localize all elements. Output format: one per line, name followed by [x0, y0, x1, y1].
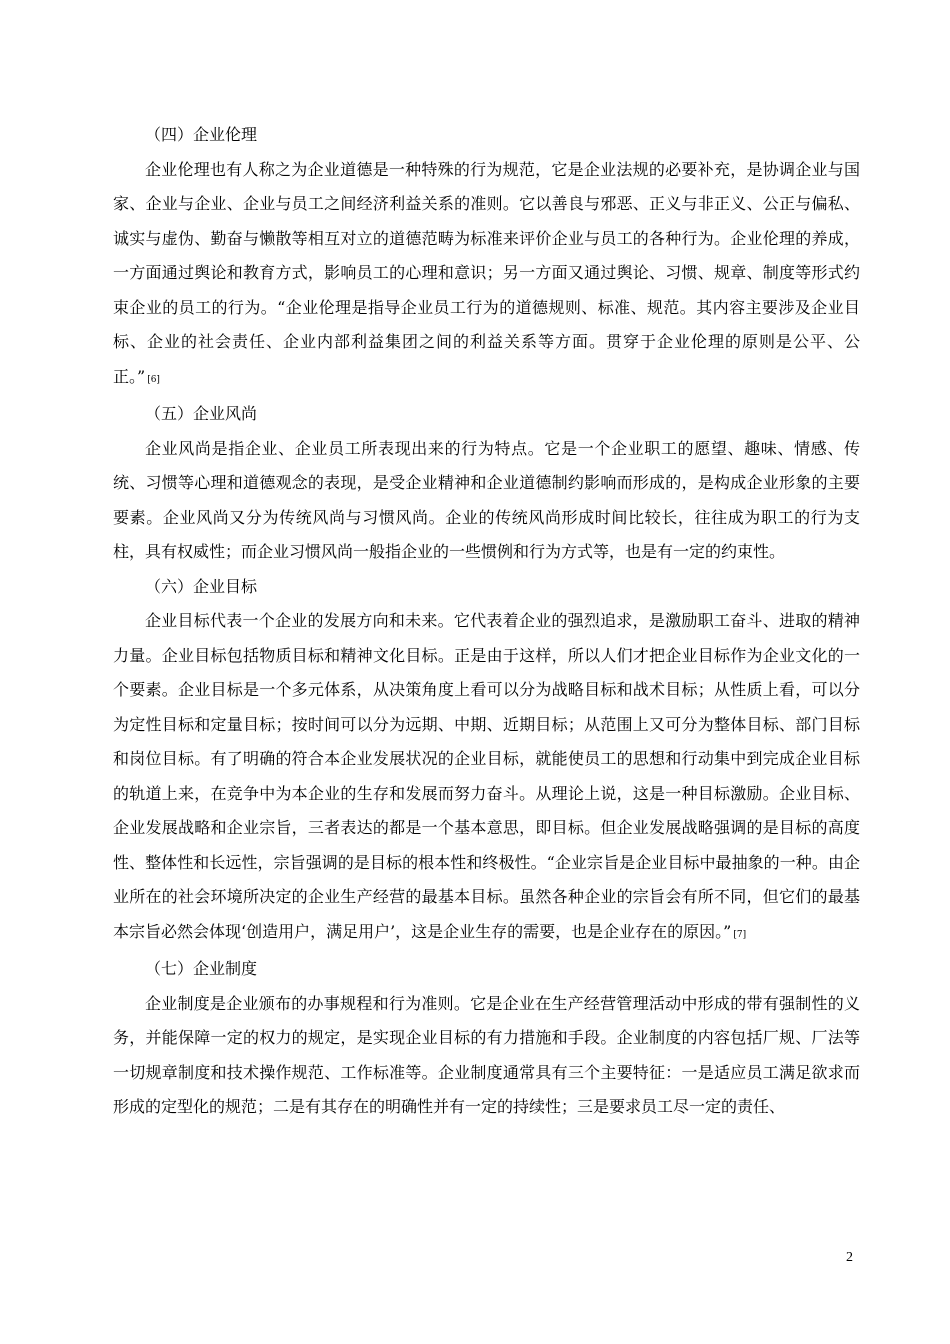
paragraph-text: 企业伦理也有人称之为企业道德是一种特殊的行为规范，它是企业法规的必要补充，是协调企业与国家、企业与企业、企业与员工之间经济利益关系的准则。它以善良与邪恶、正义与非正义、公正与偏私、诚实与虚伪、勤奋与懒散等相互对立的道德范畴为标准来评价企业与员工的各种行为。企业伦理的养成，一方面通过舆论和教育方式，影响员工的心理和意识；另一方面又通过舆论、习惯、规章、制度等形式约束企业的员工的行为。“企业伦理是指导企业员工行为的道德规则、标准、规范。其内容主要涉及企业目标、企业的社会责任、企业内部利益集团之间的利益关系等方面。贯穿于企业伦理的原则是公平、公正。” [113, 159, 860, 386]
section-paragraph [113, 604, 860, 952]
paragraph-text: 企业制度是企业颁布的办事规程和行为准则。它是企业在生产经营管理活动中形成的带有强制性的义务，并能保障一定的权力的规定，是实现企业目标的有力措施和手段。企业制度的内容包括厂规、厂法等一切规章制度和技术操作规范、工作标准等。企业制度通常具有三个主要特征：一是适应员工满足欲求而形成的定型化的规范；二是有其存在的明确性并有一定的持续性；三是要求员工尽一定的责任、 [113, 993, 860, 1116]
section-heading: （七）企业制度 [145, 959, 258, 978]
citation-ref: [7] [733, 929, 747, 940]
section-paragraph [113, 432, 860, 570]
section-heading: （六）企业目标 [145, 576, 258, 596]
paragraph-text: 企业目标代表一个企业的发展方向和未来。它代表着企业的强烈追求，是激励职工奋斗、进取的精神力量。企业目标包括物质目标和精神文化目标。正是由于这样，所以人们才把企业目标作为企业文化的一个要素。企业目标是一个多元体系，从决策角度上看可以分为战略目标和战术目标；从性质上看，可以分为定性目标和定量目标；按时间可以分为远期、中期、近期目标；从范围上又可分为整体目标、部门目标和岗位目标。有了明确的符合本企业发展状况的企业目标，就能使员工的思想和行动集中到完成企业目标的轨道上来，在竞争中为本企业的生存和发展而努力奋斗。从理论上说，这是一种目标激励。企业目标、企业发展战略和企业宗旨，三者表达的都是一个基本意思，即目标。但企业发展战略强调的是目标的高度性、整体性和长远性，宗旨强调的是目标的根本性和终极性。“企业宗旨是企业目标中最抽象的一种。由企业所在的社会环境所决定的企业生产经营的最基本目标。虽然各种企业的宗旨会有所不同，但它们的最基本宗旨必然会体现‘创造用户，满足用户’，这是企业生存的需要，也是企业存在的原因。” [113, 611, 860, 941]
section-enterprise-ethics [113, 118, 860, 397]
section-heading: （五）企业风尚 [145, 404, 258, 423]
section-enterprise-system [113, 952, 860, 1125]
section-paragraph [113, 153, 860, 398]
paragraph-text: 企业风尚是指企业、企业员工所表现出来的行为特点。它是一个企业职工的愿望、趣味、情感、传统、习惯等心理和道德观念的表现，是受企业精神和企业道德制约影响而形成的，是构成企业形象的主要要素。企业风尚又分为传统风尚与习惯风尚。企业的传统风尚形成时间比较长，往往成为职工的行为支柱，具有权威性；而企业习惯风尚一般指企业的一些惯例和行为方式等，也是有一定的约束性。 [113, 438, 860, 561]
section-heading: （四）企业伦理 [145, 125, 258, 144]
page-number: 2 [846, 1250, 853, 1265]
document-body [113, 118, 860, 1125]
section-enterprise-custom [113, 397, 860, 570]
section-paragraph [113, 987, 860, 1125]
section-enterprise-goals [113, 570, 860, 953]
citation-ref: [6] [147, 374, 160, 385]
